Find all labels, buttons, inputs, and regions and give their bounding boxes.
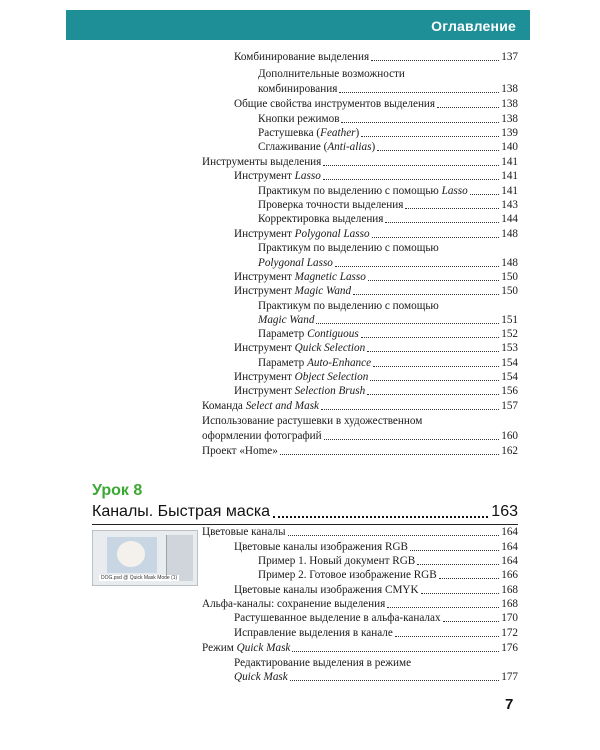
toc-entry-title <box>234 341 365 355</box>
toc-page-number: 139 <box>501 127 518 139</box>
toc-entry[interactable] <box>258 256 518 270</box>
toc-entry-title <box>258 554 415 568</box>
toc-title-text: Общие свойства инструментов выделения <box>234 98 436 110</box>
toc-page-number: 164 <box>501 526 518 538</box>
leader-dots <box>387 597 499 608</box>
toc-page-number: 152 <box>501 328 518 340</box>
toc-entry-title <box>202 444 278 458</box>
toc-title-italic: Lasso <box>441 185 468 197</box>
toc-page-number: 166 <box>501 569 518 581</box>
toc-entry[interactable] <box>234 611 518 625</box>
leader-dots <box>292 641 499 652</box>
header-title: Оглавление <box>431 18 516 34</box>
toc-title-italic: Contiguous <box>307 328 359 340</box>
leader-dots <box>371 50 499 61</box>
toc-page-number: 141 <box>501 185 518 197</box>
toc-page-number: 150 <box>501 271 518 283</box>
toc-entry[interactable] <box>258 212 518 226</box>
toc-title-text: оформлении фотографий <box>202 430 322 442</box>
toc-title-text: Исправление выделения в канале <box>234 627 393 639</box>
toc-title-text: Инструмент <box>234 170 295 182</box>
toc-page-number: 177 <box>501 671 518 683</box>
toc-entry[interactable] <box>234 626 518 640</box>
toc-page-number: 168 <box>501 598 518 610</box>
toc-entry[interactable] <box>202 525 518 539</box>
toc-entry[interactable] <box>202 444 518 458</box>
toc-entry-title <box>234 540 408 554</box>
toc-entry[interactable] <box>234 284 518 298</box>
lesson-title: Каналы. Быстрая маска <box>92 503 271 520</box>
toc-page-number: 170 <box>501 612 518 624</box>
leader-dots <box>321 399 499 410</box>
lesson-thumbnail <box>92 530 198 586</box>
toc-title-text: Пример 1. Новый документ RGB <box>258 555 416 567</box>
toc-title-text: Проверка точности выделения <box>258 199 404 211</box>
toc-title-italic: Quick Mask <box>236 642 291 654</box>
leader-dots <box>417 554 499 565</box>
toc-entry-title <box>258 184 468 198</box>
leader-dots <box>405 198 499 209</box>
leader-dots <box>370 370 499 381</box>
toc-page-number: 157 <box>501 400 518 412</box>
toc-entry-title <box>234 583 419 597</box>
toc-entry[interactable] <box>258 554 518 568</box>
toc-title-italic: Select and Mask <box>245 400 320 412</box>
leader-dots <box>421 583 500 594</box>
toc-title-text: Инструмент <box>234 371 295 383</box>
toc-entry-title <box>258 356 371 370</box>
toc-entry-title <box>258 568 437 582</box>
lesson-label: Урок 8 <box>92 482 143 499</box>
toc-entry[interactable] <box>234 50 518 64</box>
toc-entry[interactable] <box>258 112 518 126</box>
toc-entry[interactable] <box>234 384 518 398</box>
toc-title-italic: Polygonal Lasso <box>258 257 333 269</box>
toc-title-italic: Polygonal Lasso <box>294 228 370 240</box>
leader-dots <box>288 525 500 536</box>
toc-page-number: 153 <box>501 342 518 354</box>
toc-entry-title <box>258 212 383 226</box>
toc-page-number: 137 <box>501 51 518 63</box>
toc-entry-title <box>234 611 441 625</box>
page-number: 7 <box>505 696 514 713</box>
leader-dots <box>367 341 499 352</box>
leader-dots <box>395 626 499 637</box>
toc-page-number: 168 <box>501 584 518 596</box>
toc-entry-title <box>234 284 351 298</box>
toc-entry[interactable] <box>234 670 518 684</box>
toc-page-number: 162 <box>501 445 518 457</box>
toc-entry[interactable] <box>234 97 518 111</box>
toc-title-text: Цветовые каналы изображения RGB <box>234 541 408 553</box>
toc-entry-title <box>234 270 366 284</box>
toc-entry[interactable] <box>258 126 518 140</box>
toc-text-line: Использование растушевки в художественном <box>202 415 423 427</box>
toc-title-text: Инструмент <box>234 342 295 354</box>
toc-page-number: 154 <box>501 357 518 369</box>
toc-title-italic: Selection Brush <box>294 385 366 397</box>
toc-entry[interactable] <box>202 597 518 611</box>
toc-entry-title <box>202 597 385 611</box>
leader-dots <box>335 256 499 267</box>
toc-title-text: Альфа-каналы: сохранение выделения <box>202 598 386 610</box>
toc-entry-title <box>202 525 286 539</box>
toc-title-text: Инструменты выделения <box>202 156 322 168</box>
toc-entry-title <box>234 370 368 384</box>
toc-title-text: Растушевка ( <box>258 127 321 139</box>
toc-title-italic: Lasso <box>294 170 321 182</box>
toc-entry[interactable] <box>258 82 518 96</box>
toc-title-text: Корректировка выделения <box>258 213 384 225</box>
leader-dots <box>368 270 499 281</box>
toc-title-italic: Magnetic Lasso <box>294 271 366 283</box>
toc-title-text: Цветовые каналы <box>202 526 286 538</box>
toc-title-text: ) <box>371 141 376 153</box>
toc-entry[interactable] <box>202 641 518 655</box>
toc-page-number: 150 <box>501 285 518 297</box>
toc-entry[interactable] <box>234 540 518 554</box>
toc-entry-title <box>202 429 322 443</box>
toc-entry-title <box>258 140 375 154</box>
leader-dots <box>439 568 499 579</box>
toc-page-number: 138 <box>501 98 518 110</box>
toc-title-text: Практикум по выделению с помощью <box>258 185 442 197</box>
leader-dots <box>280 444 499 455</box>
toc-page-number: 141 <box>501 156 518 168</box>
toc-entry[interactable] <box>258 313 518 327</box>
toc-text-line: Дополнительные возможности <box>258 68 405 80</box>
toc-title-text: комбинирования <box>258 83 338 95</box>
toc-entry-title <box>258 256 333 270</box>
leader-dots <box>339 82 499 93</box>
toc-page-number: 140 <box>501 141 518 153</box>
lesson-page: 163 <box>491 503 518 520</box>
toc-page-number: 156 <box>501 385 518 397</box>
toc-entry-title <box>234 50 369 64</box>
leader-dots <box>323 169 499 180</box>
toc-entry[interactable] <box>258 568 518 582</box>
toc-page-number: 172 <box>501 627 518 639</box>
toc-entry-title <box>258 112 339 126</box>
toc-entry-title <box>234 227 370 241</box>
leader-dots <box>361 126 499 137</box>
toc-page-number: 164 <box>501 555 518 567</box>
leader-dots <box>385 212 499 223</box>
leader-dots <box>377 140 499 151</box>
toc-text-line: Редактирование выделения в режиме <box>234 657 412 669</box>
leader-dots <box>410 540 499 551</box>
leader-dots <box>437 97 499 108</box>
toc-entry[interactable] <box>258 184 518 198</box>
thumbnail-caption: DOG.psd @ Quick Mask Mode (1) <box>101 575 178 581</box>
toc-page-number: 138 <box>501 113 518 125</box>
leader-dots <box>273 503 488 518</box>
toc-title-text: Команда <box>202 400 246 412</box>
leader-dots <box>367 384 499 395</box>
leader-dots <box>290 670 499 681</box>
leader-dots <box>316 313 499 324</box>
toc-title-text: Сглаживание ( <box>258 141 328 153</box>
toc-text-line: Практикум по выделению с помощью <box>258 300 439 312</box>
toc-page-number: 144 <box>501 213 518 225</box>
leader-dots <box>324 429 500 440</box>
leader-dots <box>361 327 500 338</box>
toc-title-text: Инструмент <box>234 285 295 297</box>
toc-entry-title <box>234 97 435 111</box>
toc-entry[interactable] <box>234 341 518 355</box>
toc-entry-title <box>258 313 314 327</box>
toc-page-number: 148 <box>501 257 518 269</box>
toc-entry[interactable] <box>234 227 518 241</box>
toc-title-text: Цветовые каналы изображения CMYK <box>234 584 419 596</box>
toc-title-text: Параметр <box>258 357 308 369</box>
toc-entry-title <box>234 384 365 398</box>
toc-entry[interactable] <box>258 198 518 212</box>
toc-title-text: Комбинирование выделения <box>234 51 370 63</box>
toc-entry-title <box>258 126 359 140</box>
toc-page-number: 154 <box>501 371 518 383</box>
toc-title-text: Параметр <box>258 328 308 340</box>
toc-title-text: Режим <box>202 642 237 654</box>
toc-title-italic: Magic Wand <box>294 285 352 297</box>
toc-title-italic: Quick Mask <box>234 671 288 683</box>
toc-entry[interactable] <box>202 429 518 443</box>
leader-dots <box>372 227 500 238</box>
toc-title-text: Инструмент <box>234 385 295 397</box>
toc-entry-title <box>258 82 337 96</box>
toc-page-number: 164 <box>501 541 518 553</box>
toc-title-italic: Quick Selection <box>294 342 366 354</box>
leader-dots <box>470 184 500 195</box>
toc-entry[interactable] <box>234 169 518 183</box>
toc-entry-title <box>234 626 393 640</box>
toc-entry[interactable] <box>202 155 518 169</box>
toc-entry-title <box>258 198 403 212</box>
toc-entry[interactable] <box>258 140 518 154</box>
divider <box>92 524 518 525</box>
toc-entry-title <box>202 641 290 655</box>
toc-title-text: Инструмент <box>234 228 295 240</box>
toc-title-italic: Anti-alias <box>327 141 372 153</box>
toc-title-italic: Feather <box>320 127 356 139</box>
leader-dots <box>323 155 499 166</box>
toc-title-italic: Object Selection <box>294 371 369 383</box>
toc-page-number: 160 <box>501 430 518 442</box>
lesson-title-line[interactable] <box>92 503 518 523</box>
toc-entry[interactable] <box>202 399 518 413</box>
leader-dots <box>353 284 499 295</box>
toc-title-text: Инструмент <box>234 271 295 283</box>
toc-title-text: Кнопки режимов <box>258 113 340 125</box>
toc-entry-title <box>234 670 288 684</box>
toc-page-number: 138 <box>501 83 518 95</box>
toc-entry-title <box>258 327 359 341</box>
toc-entry[interactable] <box>258 356 518 370</box>
toc-entry[interactable] <box>234 270 518 284</box>
toc-title-text: Растушеванное выделение в альфа-каналах <box>234 612 441 624</box>
toc-entry[interactable] <box>234 370 518 384</box>
toc-title-italic: Auto-Enhance <box>307 357 372 369</box>
toc-page-number: 143 <box>501 199 518 211</box>
toc-text-line: Практикум по выделению с помощью <box>258 242 439 254</box>
toc-entry-title <box>234 169 321 183</box>
toc-page-number: 148 <box>501 228 518 240</box>
toc-page-number: 176 <box>501 642 518 654</box>
toc-entry-title <box>202 399 319 413</box>
toc-entry[interactable] <box>258 327 518 341</box>
toc-page-number: 141 <box>501 170 518 182</box>
leader-dots <box>341 112 499 123</box>
toc-title-text: ) <box>355 127 360 139</box>
toc-entry[interactable] <box>234 583 518 597</box>
toc-entry-title <box>202 155 321 169</box>
toc-title-italic: Magic Wand <box>258 314 315 326</box>
leader-dots <box>373 356 499 367</box>
toc-title-text: Пример 2. Готовое изображение RGB <box>258 569 437 581</box>
dog-image <box>117 541 145 567</box>
toc-page-number: 151 <box>501 314 518 326</box>
leader-dots <box>443 611 500 622</box>
toc-title-text: Проект «Home» <box>202 445 278 457</box>
